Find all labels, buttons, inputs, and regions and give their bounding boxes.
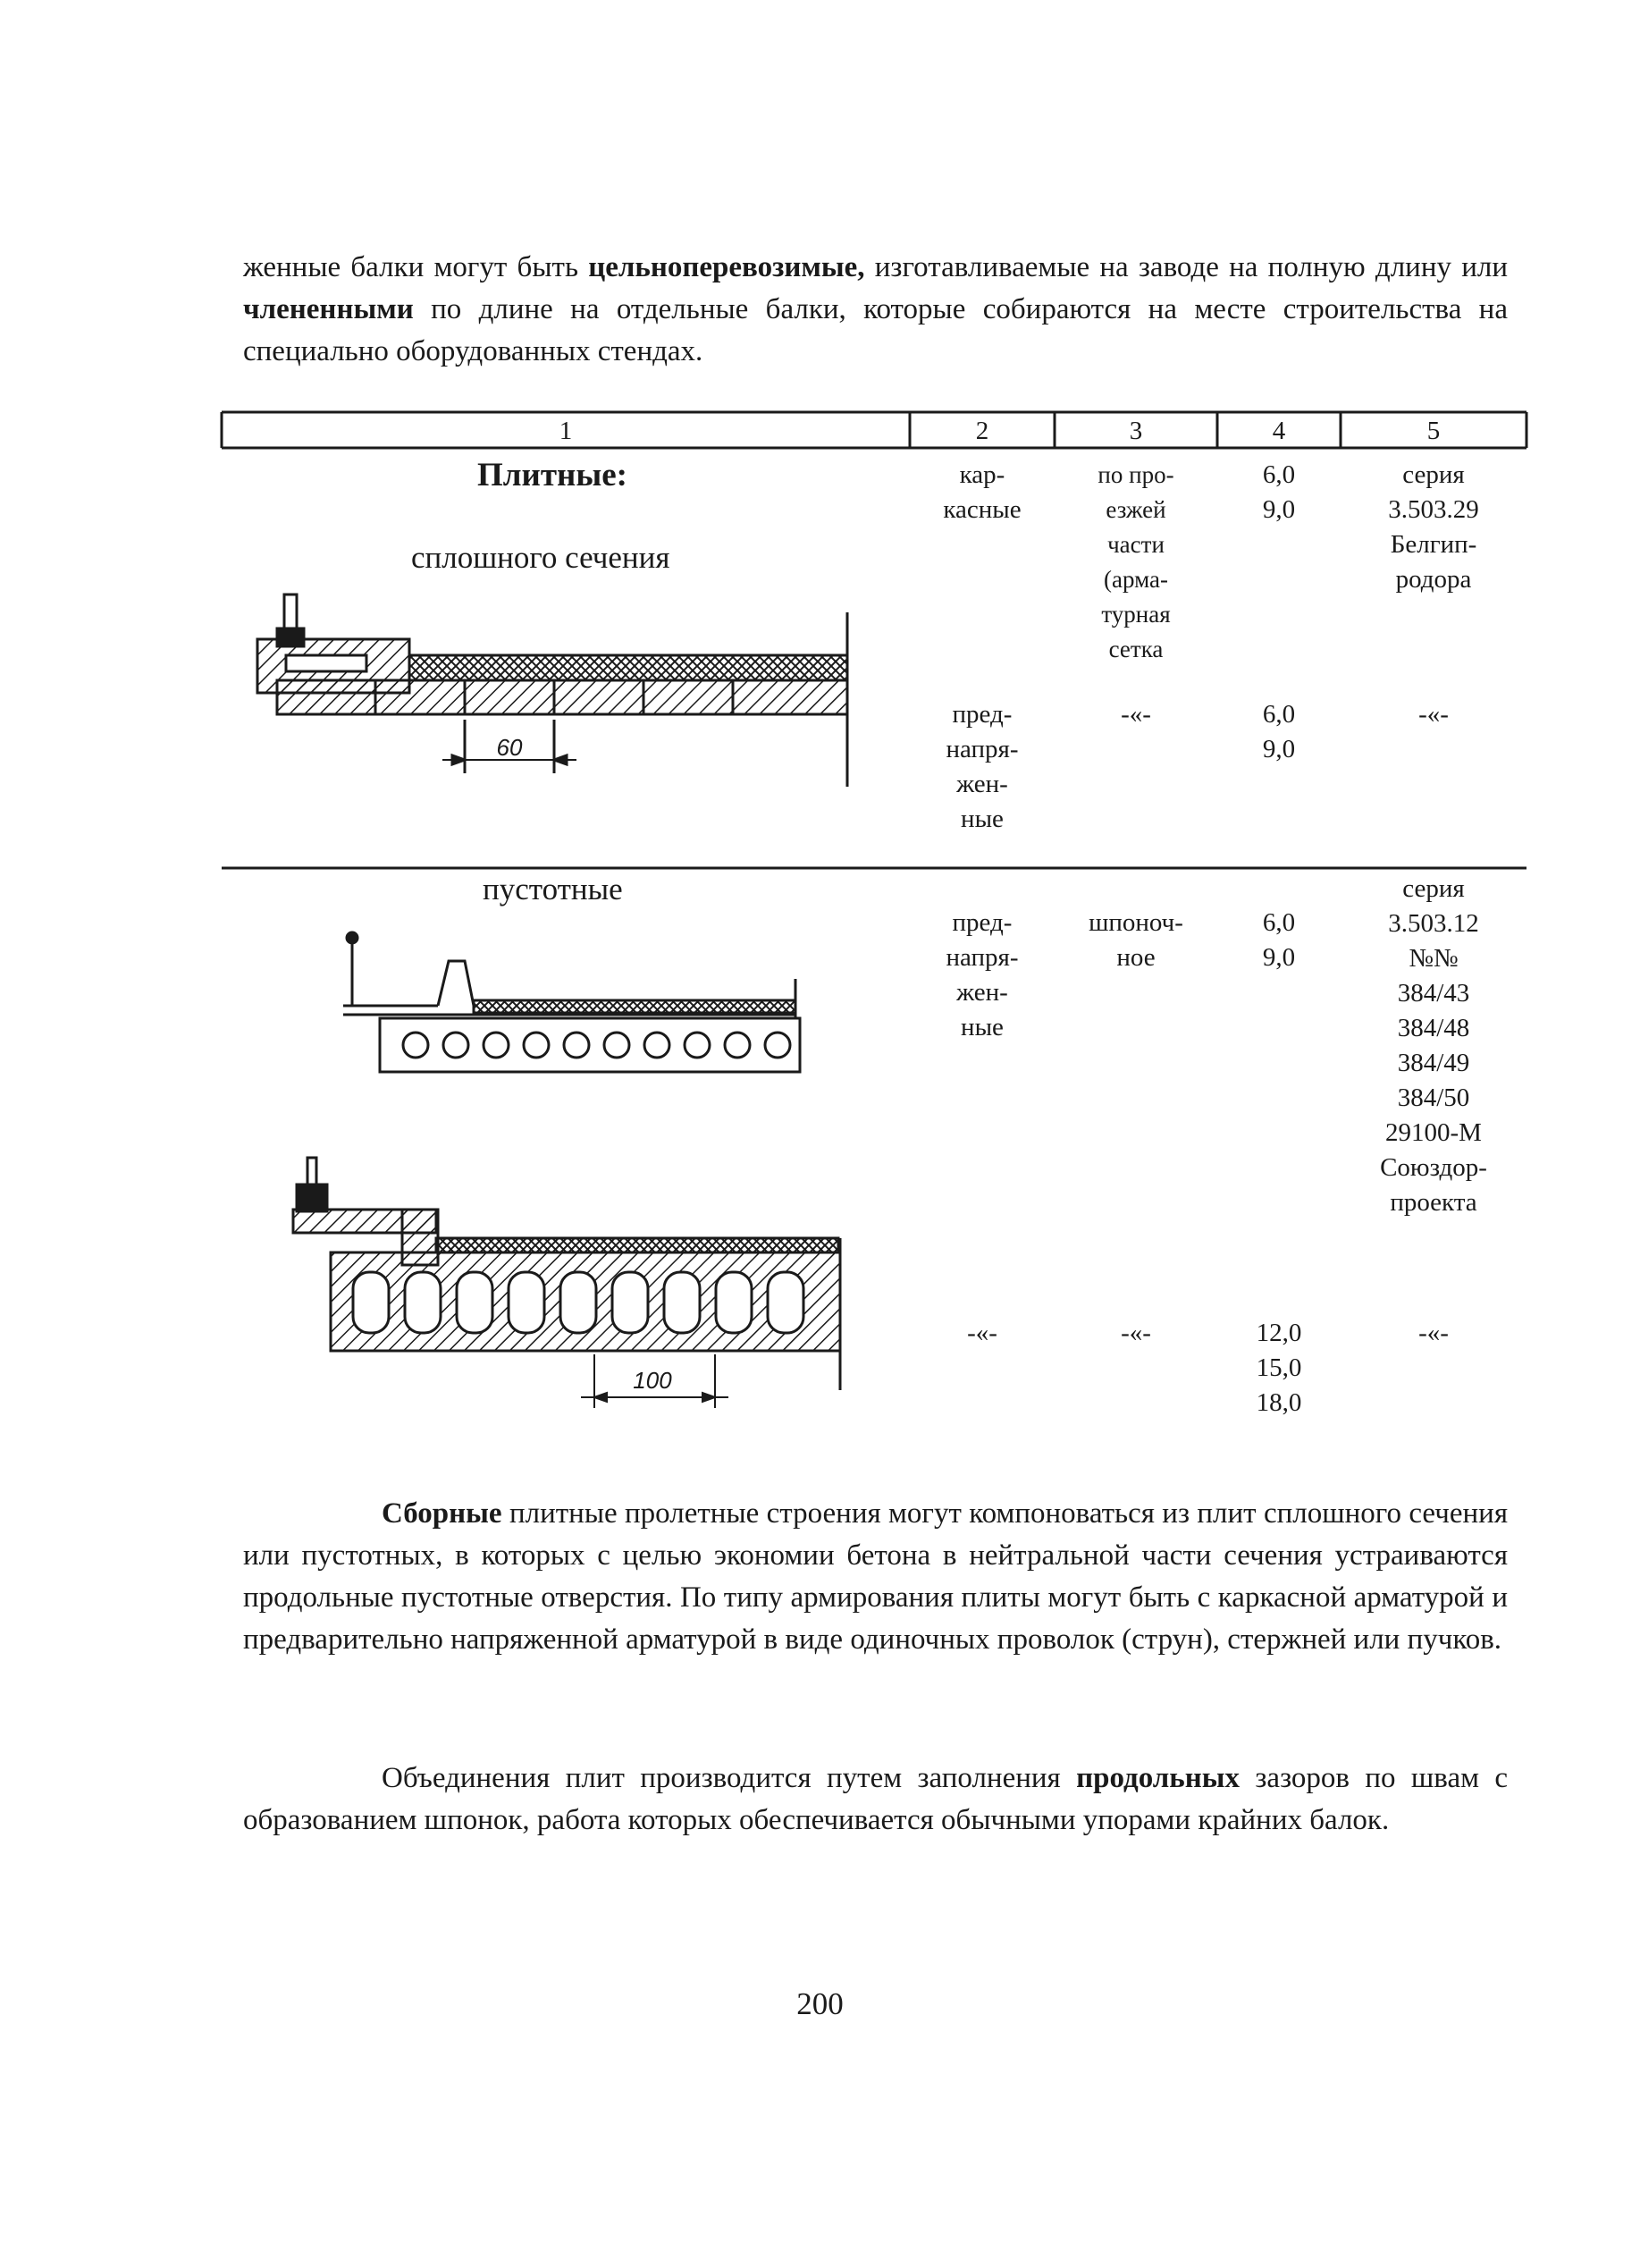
hollow-slab-drawing-small: [340, 925, 822, 1086]
bold-term: члененными: [243, 293, 414, 325]
section-title: Плитные:: [477, 457, 627, 493]
cell-r2a-col4: 6,0 9,0: [1262, 908, 1296, 972]
page-number: 200: [796, 1986, 844, 2021]
cell-r1a-col2: кар- касные: [943, 460, 1022, 524]
dimension-label-hollow: 100: [633, 1367, 672, 1394]
header-col-2: 2: [975, 417, 989, 445]
text-run: плитные пролетные строения могут компоноваться из плит сплошного сечения или пустотных, в которых с целью экономии бетона в нейтральной части сечения устраиваются продольные пустотные отверстия. По типу армирования плиты могут быть с каркасной арматурой и предварительно напряженной арматурой в виде одиночных проволок (струн), стержней или пучков.: [243, 1497, 1508, 1656]
cell-r1b-col3: -«-: [1121, 700, 1151, 729]
text-run: по длине на отдельные балки, которые собираются на месте строительства на специально оборудованных стендах.: [243, 293, 1508, 367]
text-run: зазоров по швам с образованием шпонок, работа которых обеспечивается обычными упорами крайних балок.: [243, 1762, 1508, 1836]
cell-r2b-col5: -«-: [1418, 1319, 1449, 1347]
cell-r2a-col5: серия 3.503.12 №№ 384/43 384/48 384/49 384/50 29100-М Союздор- проекта: [1380, 874, 1487, 1217]
cell-r1a-col3: по про- езжей части (арма- турная сетка: [1098, 461, 1174, 662]
cell-r1b-col4: 6,0 9,0: [1262, 700, 1296, 763]
bold-term: цельноперевозимые,: [588, 251, 865, 283]
cell-r2b-col2: -«-: [967, 1319, 997, 1347]
cell-r2a-col2: пред- напря- жен- ные: [946, 908, 1019, 1041]
header-col-1: 1: [559, 417, 573, 445]
cell-r1b-col5: -«-: [1418, 700, 1449, 729]
dimension-label-solid: 60: [496, 734, 523, 761]
text-run: женные балки могут быть: [243, 251, 589, 283]
header-col-5: 5: [1426, 417, 1441, 445]
cell-r1a-col5: серия 3.503.29 Белгип- родора: [1388, 460, 1479, 594]
hollow-slab-drawing-large: [286, 1149, 858, 1417]
row-subtitle-hollow: пустотные: [483, 872, 623, 906]
cell-r1b-col2: пред- напря- жен- ные: [946, 700, 1019, 833]
cell-r2a-col3: шпоноч- ное: [1089, 908, 1183, 972]
cell-r2b-col4: 12,0 15,0 18,0: [1256, 1319, 1302, 1417]
solid-slab-drawing: [250, 586, 894, 791]
text-run: Объединения плит производится путем заполнения: [382, 1762, 1077, 1794]
cell-r2b-col3: -«-: [1121, 1319, 1151, 1347]
cell-r1a-col4: 6,0 9,0: [1262, 460, 1296, 524]
header-col-4: 4: [1272, 417, 1286, 445]
bold-term: продольных: [1076, 1762, 1241, 1794]
bold-term: Сборные: [382, 1497, 502, 1530]
text-run: изготавливаемые на заводе на полную длину или: [864, 251, 1509, 283]
row-subtitle-solid: сплошного сечения: [411, 540, 670, 575]
header-col-3: 3: [1129, 417, 1143, 445]
paragraph-prefab-slabs: [243, 1493, 1508, 1661]
paragraph-slab-joining: [243, 1758, 1508, 1842]
